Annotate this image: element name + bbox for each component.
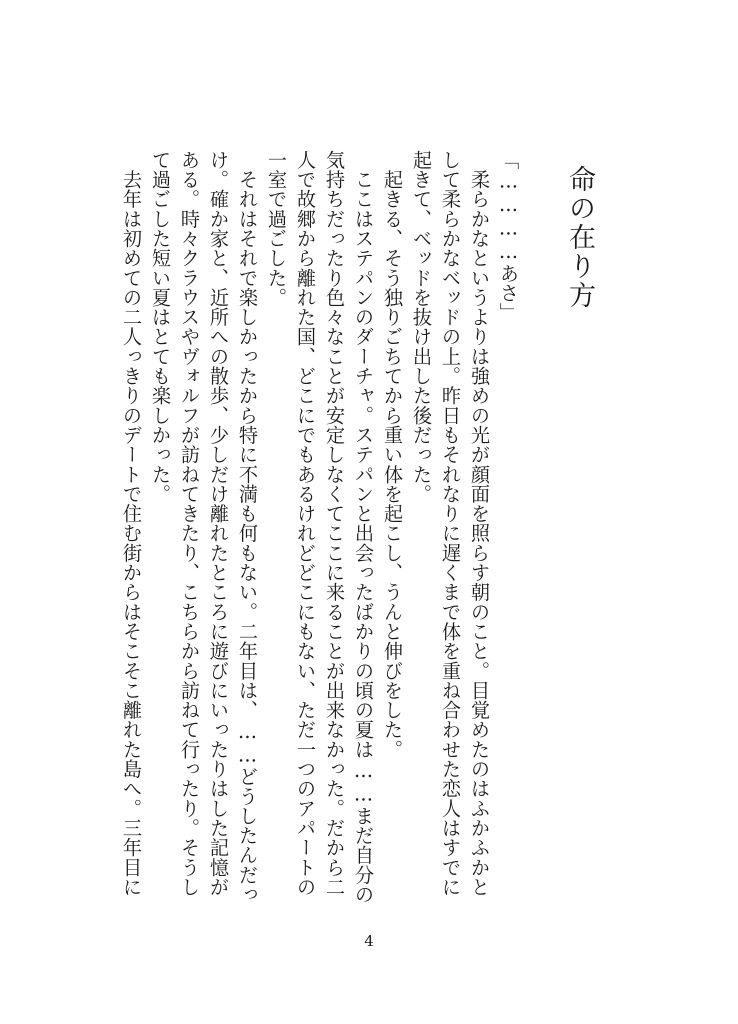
paragraph: それはそれで楽しかったから特に不満も何もない。二年目は、……どうしたんだっけ。確か家と、近所への散歩、少しだけ離れたところに遊びにいったりはした記憶がある。時々クラウスやヴォルフが訪ねてきたり、こちらから訪ねて行ったり。そうして過ごした短い夏はとても楽しかった。 (149, 150, 259, 905)
paragraph: 柔らかなというよりは強めの光が顔面を照らす朝のこと。目覚めたのはふかふかとして柔らかなベッドの上。昨日もそれなりに遅くまで体を重ね合わせた恋人はすでに起きて、ベッドを抜け出した後だった。 (410, 150, 491, 897)
paragraph: 起きる、そう独りごちてから重い体を起こし、うんと伸びをした。 (381, 150, 404, 760)
chapter-title: 命の在り方 (564, 165, 595, 310)
paragraph: 去年は初めての二人っきりのデートで住む街からはそこそこ離れた島へ。三年目に (120, 150, 143, 897)
paragraph: ここはステパンのダーチャ。ステパンと出会ったばかりの頃の夏は……まだ自分の気持ちだったり色々なことが安定しなくてここに来ることが出来なかった。だから二人で故郷から離れた国、どこにでもあるけれどどこにもない、ただ一つのアパートの一室で過ごした。 (265, 150, 375, 905)
page-number: 4 (364, 932, 374, 950)
paragraph: 「…………あさ」 (497, 150, 520, 323)
body-text (3, 150, 523, 910)
